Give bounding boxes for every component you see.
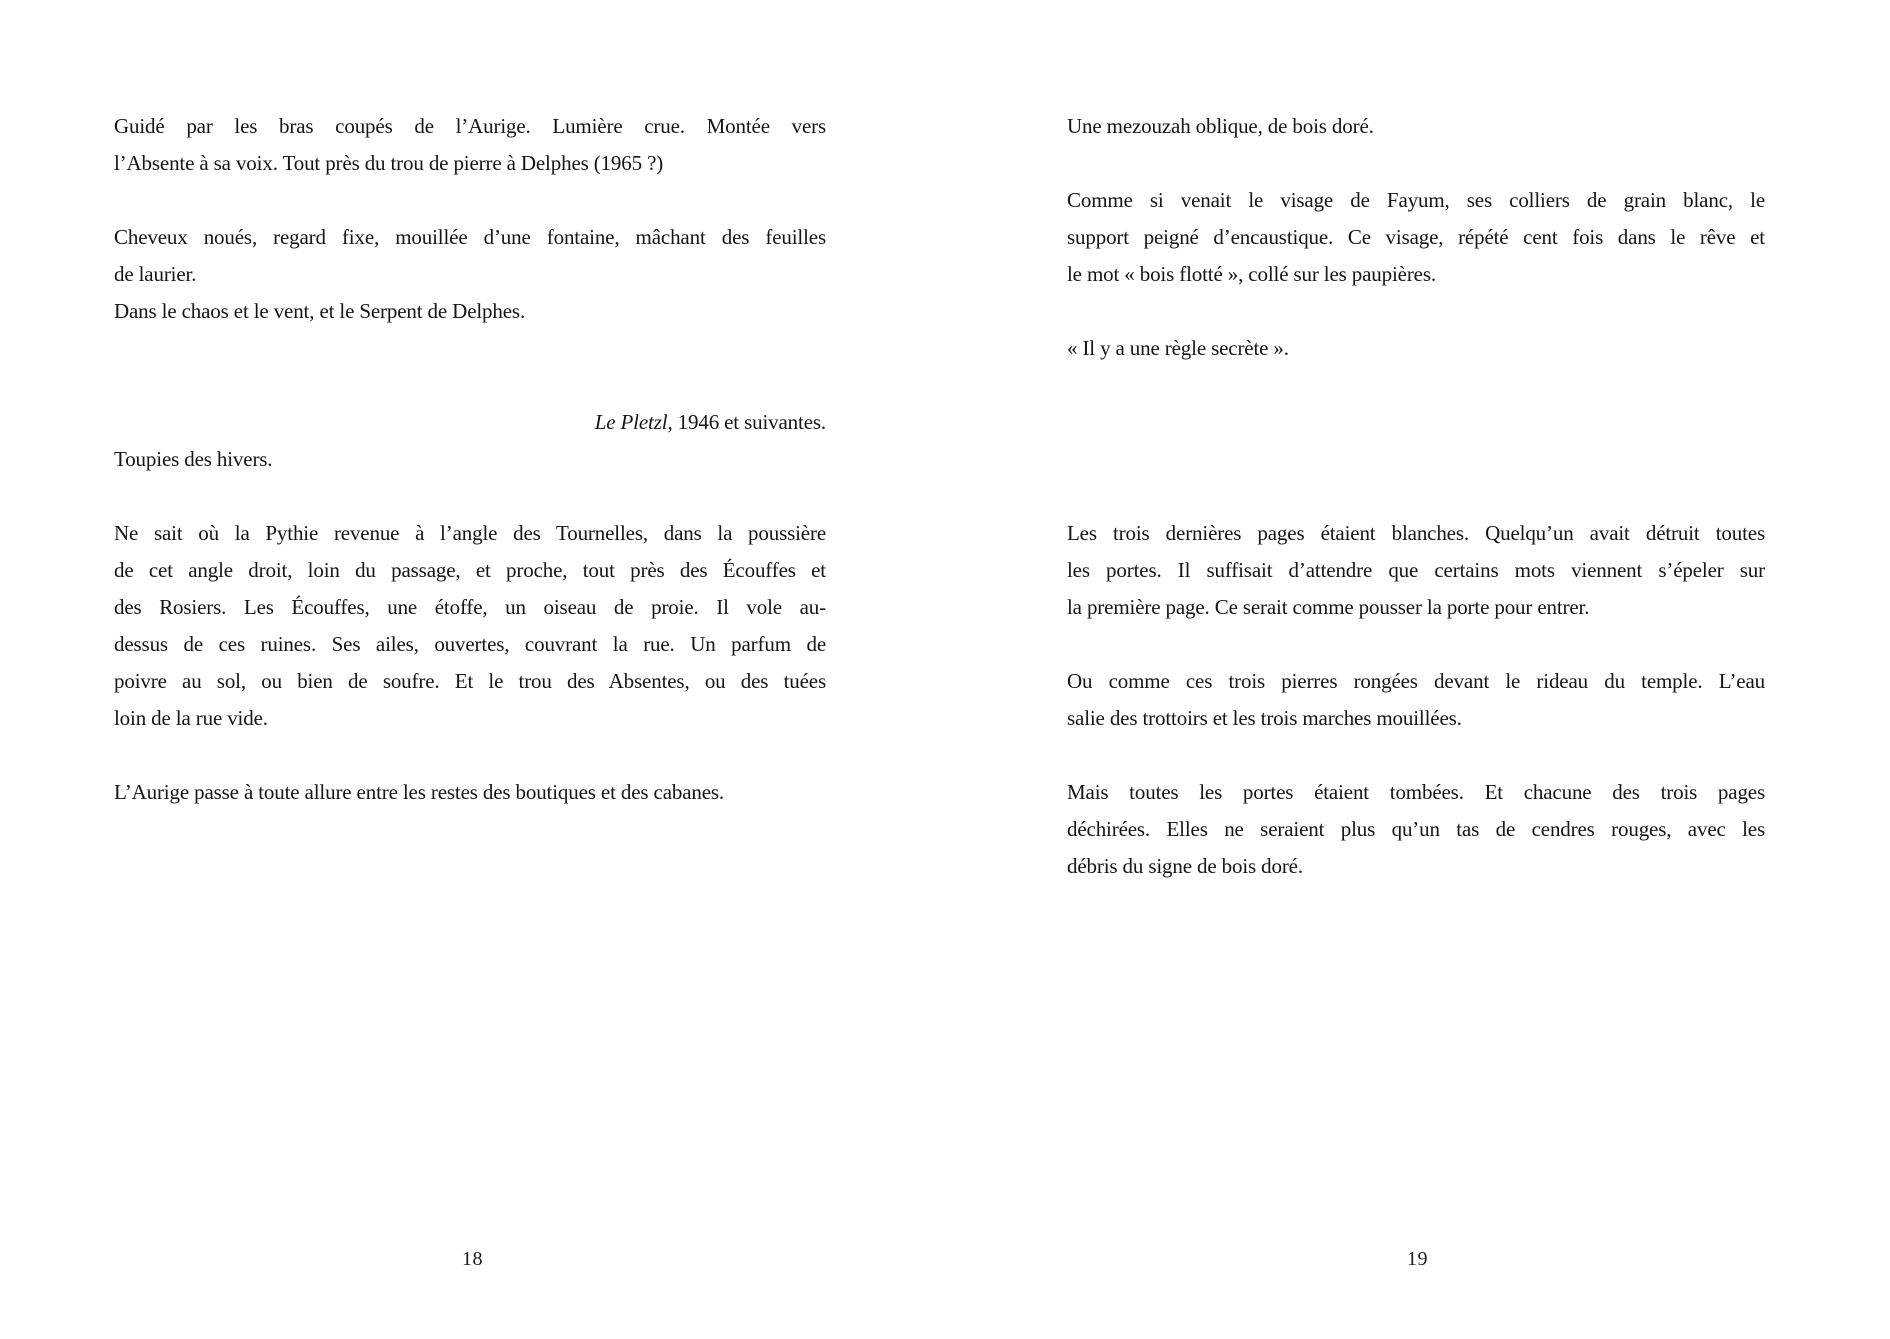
text-line: loin de la rue vide. (114, 706, 268, 730)
paragraph (114, 441, 826, 478)
attribution-block (114, 404, 826, 441)
text-line: Mais toutes les portes étaient tombées. Et chacune des trois pages (1067, 780, 1765, 804)
paragraph (1067, 774, 1765, 885)
text-line: poivre au sol, ou bien de soufre. Et le trou des Absentes, ou des tuées (114, 669, 826, 693)
attribution-line (114, 404, 826, 441)
paragraph (1067, 182, 1765, 293)
text-line: de laurier. (114, 262, 197, 286)
text-line: débris du signe de bois doré. (1067, 854, 1303, 878)
right-page-text (1067, 108, 1765, 885)
left-page-text (114, 108, 826, 811)
paragraph (114, 774, 826, 811)
paragraph (114, 219, 826, 330)
page-number: 19 (1407, 1248, 1428, 1270)
text-line: dessus de ces ruines. Ses ailes, ouvertes, couvrant la rue. Un parfum de (114, 632, 826, 656)
text-line: de cet angle droit, loin du passage, et proche, tout près des Écouffes et (114, 558, 826, 582)
paragraph (1067, 663, 1765, 737)
paragraph (1067, 515, 1765, 626)
right-page (945, 0, 1890, 1339)
text-line: les portes. Il suffisait d’attendre que certains mots viennent s’épeler sur (1067, 558, 1765, 582)
paragraph (114, 515, 826, 737)
text-line: le mot « bois flotté », collé sur les paupières. (1067, 262, 1436, 286)
paragraph (114, 108, 826, 182)
text-line: Guidé par les bras coupés de l’Aurige. Lumière crue. Montée vers (114, 114, 826, 138)
text-line: déchirées. Elles ne seraient plus qu’un tas de cendres rouges, avec les (1067, 817, 1765, 841)
paragraph (1067, 108, 1765, 145)
paragraph (1067, 330, 1765, 367)
attribution-work-title: Le Pletzl (594, 410, 668, 434)
text-line: salie des trottoirs et les trois marches mouillées. (1067, 706, 1462, 730)
text-line: « Il y a une règle secrète ». (1067, 336, 1289, 360)
text-line: Une mezouzah oblique, de bois doré. (1067, 114, 1374, 138)
text-line: Les trois dernières pages étaient blanches. Quelqu’un avait détruit toutes (1067, 521, 1765, 545)
text-line: L’Aurige passe à toute allure entre les restes des boutiques et des cabanes. (114, 780, 725, 804)
attribution-date: , 1946 et suivantes. (667, 410, 826, 434)
text-line: Ne sait où la Pythie revenue à l’angle des Tournelles, dans la poussière (114, 521, 826, 545)
text-line: des Rosiers. Les Écouffes, une étoffe, un oiseau de proie. Il vole au- (114, 595, 826, 619)
text-line: Ou comme ces trois pierres rongées devant le rideau du temple. L’eau (1067, 669, 1765, 693)
text-line: l’Absente à sa voix. Tout près du trou de pierre à Delphes (1965 ?) (114, 151, 664, 175)
text-line: Dans le chaos et le vent, et le Serpent de Delphes. (114, 299, 526, 323)
text-line: la première page. Ce serait comme pousser la porte pour entrer. (1067, 595, 1590, 619)
text-line: Cheveux noués, regard fixe, mouillée d’une fontaine, mâchant des feuilles (114, 225, 826, 249)
text-line: support peigné d’encaustique. Ce visage, répété cent fois dans le rêve et (1067, 225, 1765, 249)
page-number: 18 (462, 1248, 483, 1270)
text-line: Toupies des hivers. (114, 447, 273, 471)
text-line: Comme si venait le visage de Fayum, ses colliers de grain blanc, le (1067, 188, 1765, 212)
